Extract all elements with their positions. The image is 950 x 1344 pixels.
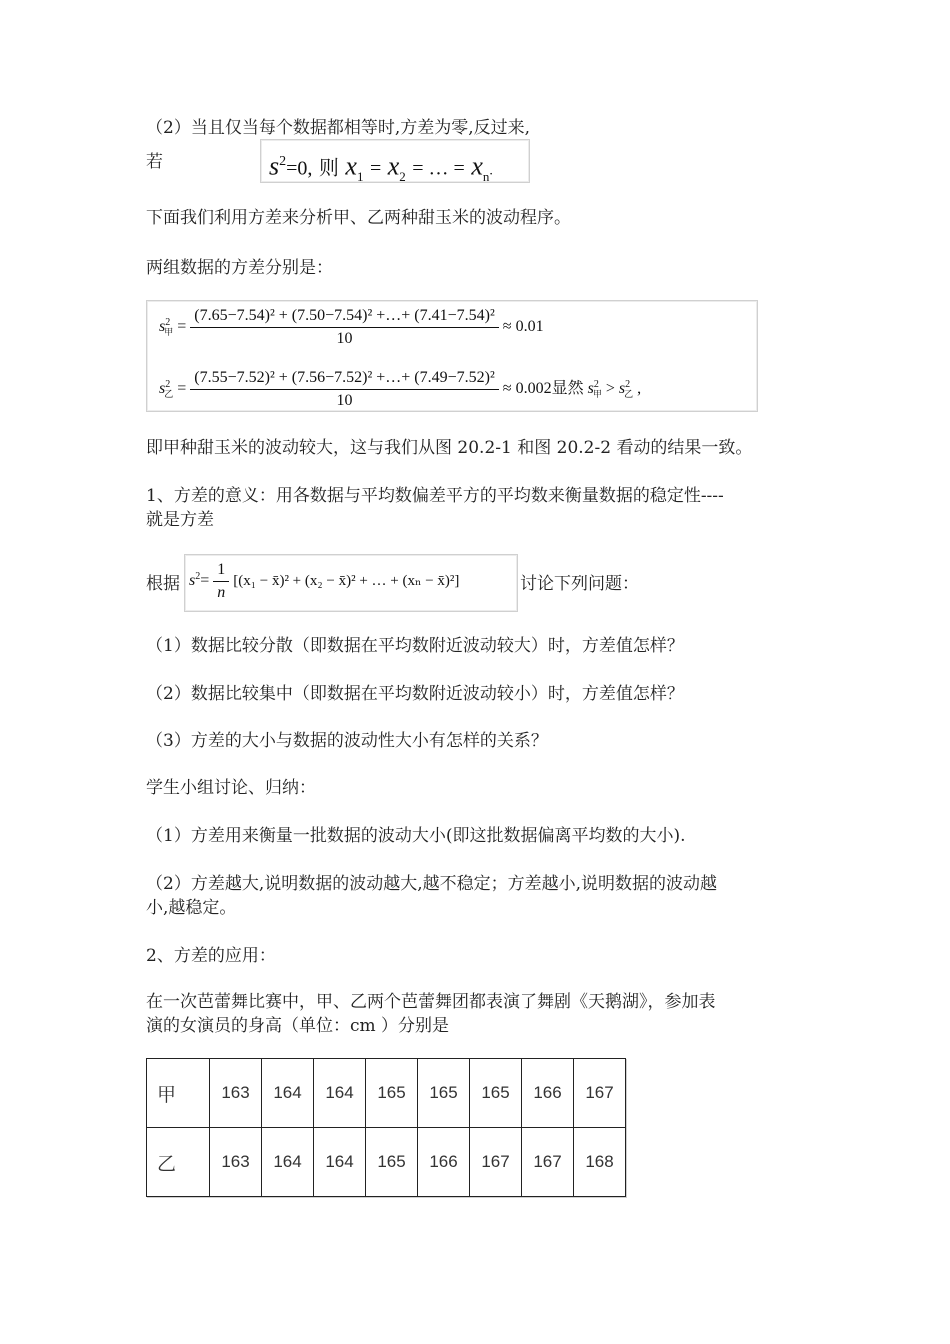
question-2: （2）数据比较集中（即数据在平均数附近波动较小）时，方差值怎样？ xyxy=(146,684,684,704)
text-line: 1、方差的意义：用各数据与平均数偏差平方的平均数来衡量数据的稳定性---- xyxy=(146,486,724,506)
table-cell: 165 xyxy=(366,1059,418,1128)
variance-line-jia: $s^2_甲$ = $\frac{\text{(7.65−7.54)² + (7.50−7.54)² +…+ (7.41−7.54)²}}{10}$ ≈ 0.01 xyxy=(159,307,544,347)
table-cell: 167 xyxy=(470,1128,522,1197)
question-1: （1）数据比较分散（即数据在平均数附近波动较大）时，方差值怎样？ xyxy=(146,636,684,656)
question-3: （3）方差的大小与数据的波动性大小有怎样的关系？ xyxy=(146,731,548,751)
formula-zero-variance: $s^2=0$, 则 $x_1 = x_2$ = … = $x_n$. xyxy=(260,139,530,183)
table-cell: 165 xyxy=(470,1059,522,1128)
text-line: 就是方差 xyxy=(146,510,214,530)
text-line: 若 xyxy=(146,152,163,172)
answer-2-cont: 小,越稳定。 xyxy=(146,898,237,918)
text-line: 讨论下列问题： xyxy=(520,574,639,594)
text-line: 根据 xyxy=(146,574,180,594)
table-cell: 167 xyxy=(574,1059,626,1128)
text-line: 演的女演员的身高（单位：cm ）分别是 xyxy=(146,1016,450,1036)
row-label: 甲 xyxy=(147,1059,210,1128)
formula-variance-comparison xyxy=(146,300,758,412)
text-line: 在一次芭蕾舞比赛中，甲、乙两个芭蕾舞团都表演了舞剧《天鹅湖》，参加表 xyxy=(146,992,716,1012)
table-cell: 164 xyxy=(262,1059,314,1128)
text-line: 学生小组讨论、归纳： xyxy=(146,778,316,798)
table-cell: 166 xyxy=(418,1128,470,1197)
text-line: 下面我们利用方差来分析甲、乙两种甜玉米的波动程序。 xyxy=(146,208,571,228)
text-line: （2）当且仅当每个数据都相等时,方差为零,反过来, xyxy=(146,118,531,138)
heights-table xyxy=(146,1058,626,1197)
table-cell: 166 xyxy=(522,1059,574,1128)
table-cell: 165 xyxy=(366,1128,418,1197)
answer-1: （1）方差用来衡量一批数据的波动大小(即这批数据偏离平均数的大小). xyxy=(146,826,686,846)
table-cell: 163 xyxy=(210,1128,262,1197)
section-heading: 2、方差的应用： xyxy=(146,946,276,966)
table-cell: 164 xyxy=(314,1128,366,1197)
formula-variance-definition: $s^2=$ $\frac{1}{n}$ [(x₁ − x̄)² + (x₂ − x̄)² + … + (xₙ − x̄)²] xyxy=(184,554,518,612)
table-cell: 163 xyxy=(210,1059,262,1128)
text-line: 即甲种甜玉米的波动较大，这与我们从图 20.2-1 和图 20.2-2 看动的结果一致。 xyxy=(146,438,753,458)
table-cell: 167 xyxy=(522,1128,574,1197)
table-row xyxy=(147,1059,626,1128)
table-cell: 164 xyxy=(262,1128,314,1197)
table-cell: 164 xyxy=(314,1059,366,1128)
answer-2: （2）方差越大,说明数据的波动越大,越不稳定；方差越小,说明数据的波动越 xyxy=(146,874,718,894)
table-cell: 168 xyxy=(574,1128,626,1197)
row-label: 乙 xyxy=(147,1128,210,1197)
table-row xyxy=(147,1128,626,1197)
text-line: 两组数据的方差分别是： xyxy=(146,258,333,278)
table-cell: 165 xyxy=(418,1059,470,1128)
variance-line-yi: $s^2_乙$ = $\frac{\text{(7.55−7.52)² + (7.56−7.52)² +…+ (7.49−7.52)²}}{10}$ ≈ 0.002显然 $s^2_甲 > s^2_乙$ , xyxy=(159,369,642,409)
